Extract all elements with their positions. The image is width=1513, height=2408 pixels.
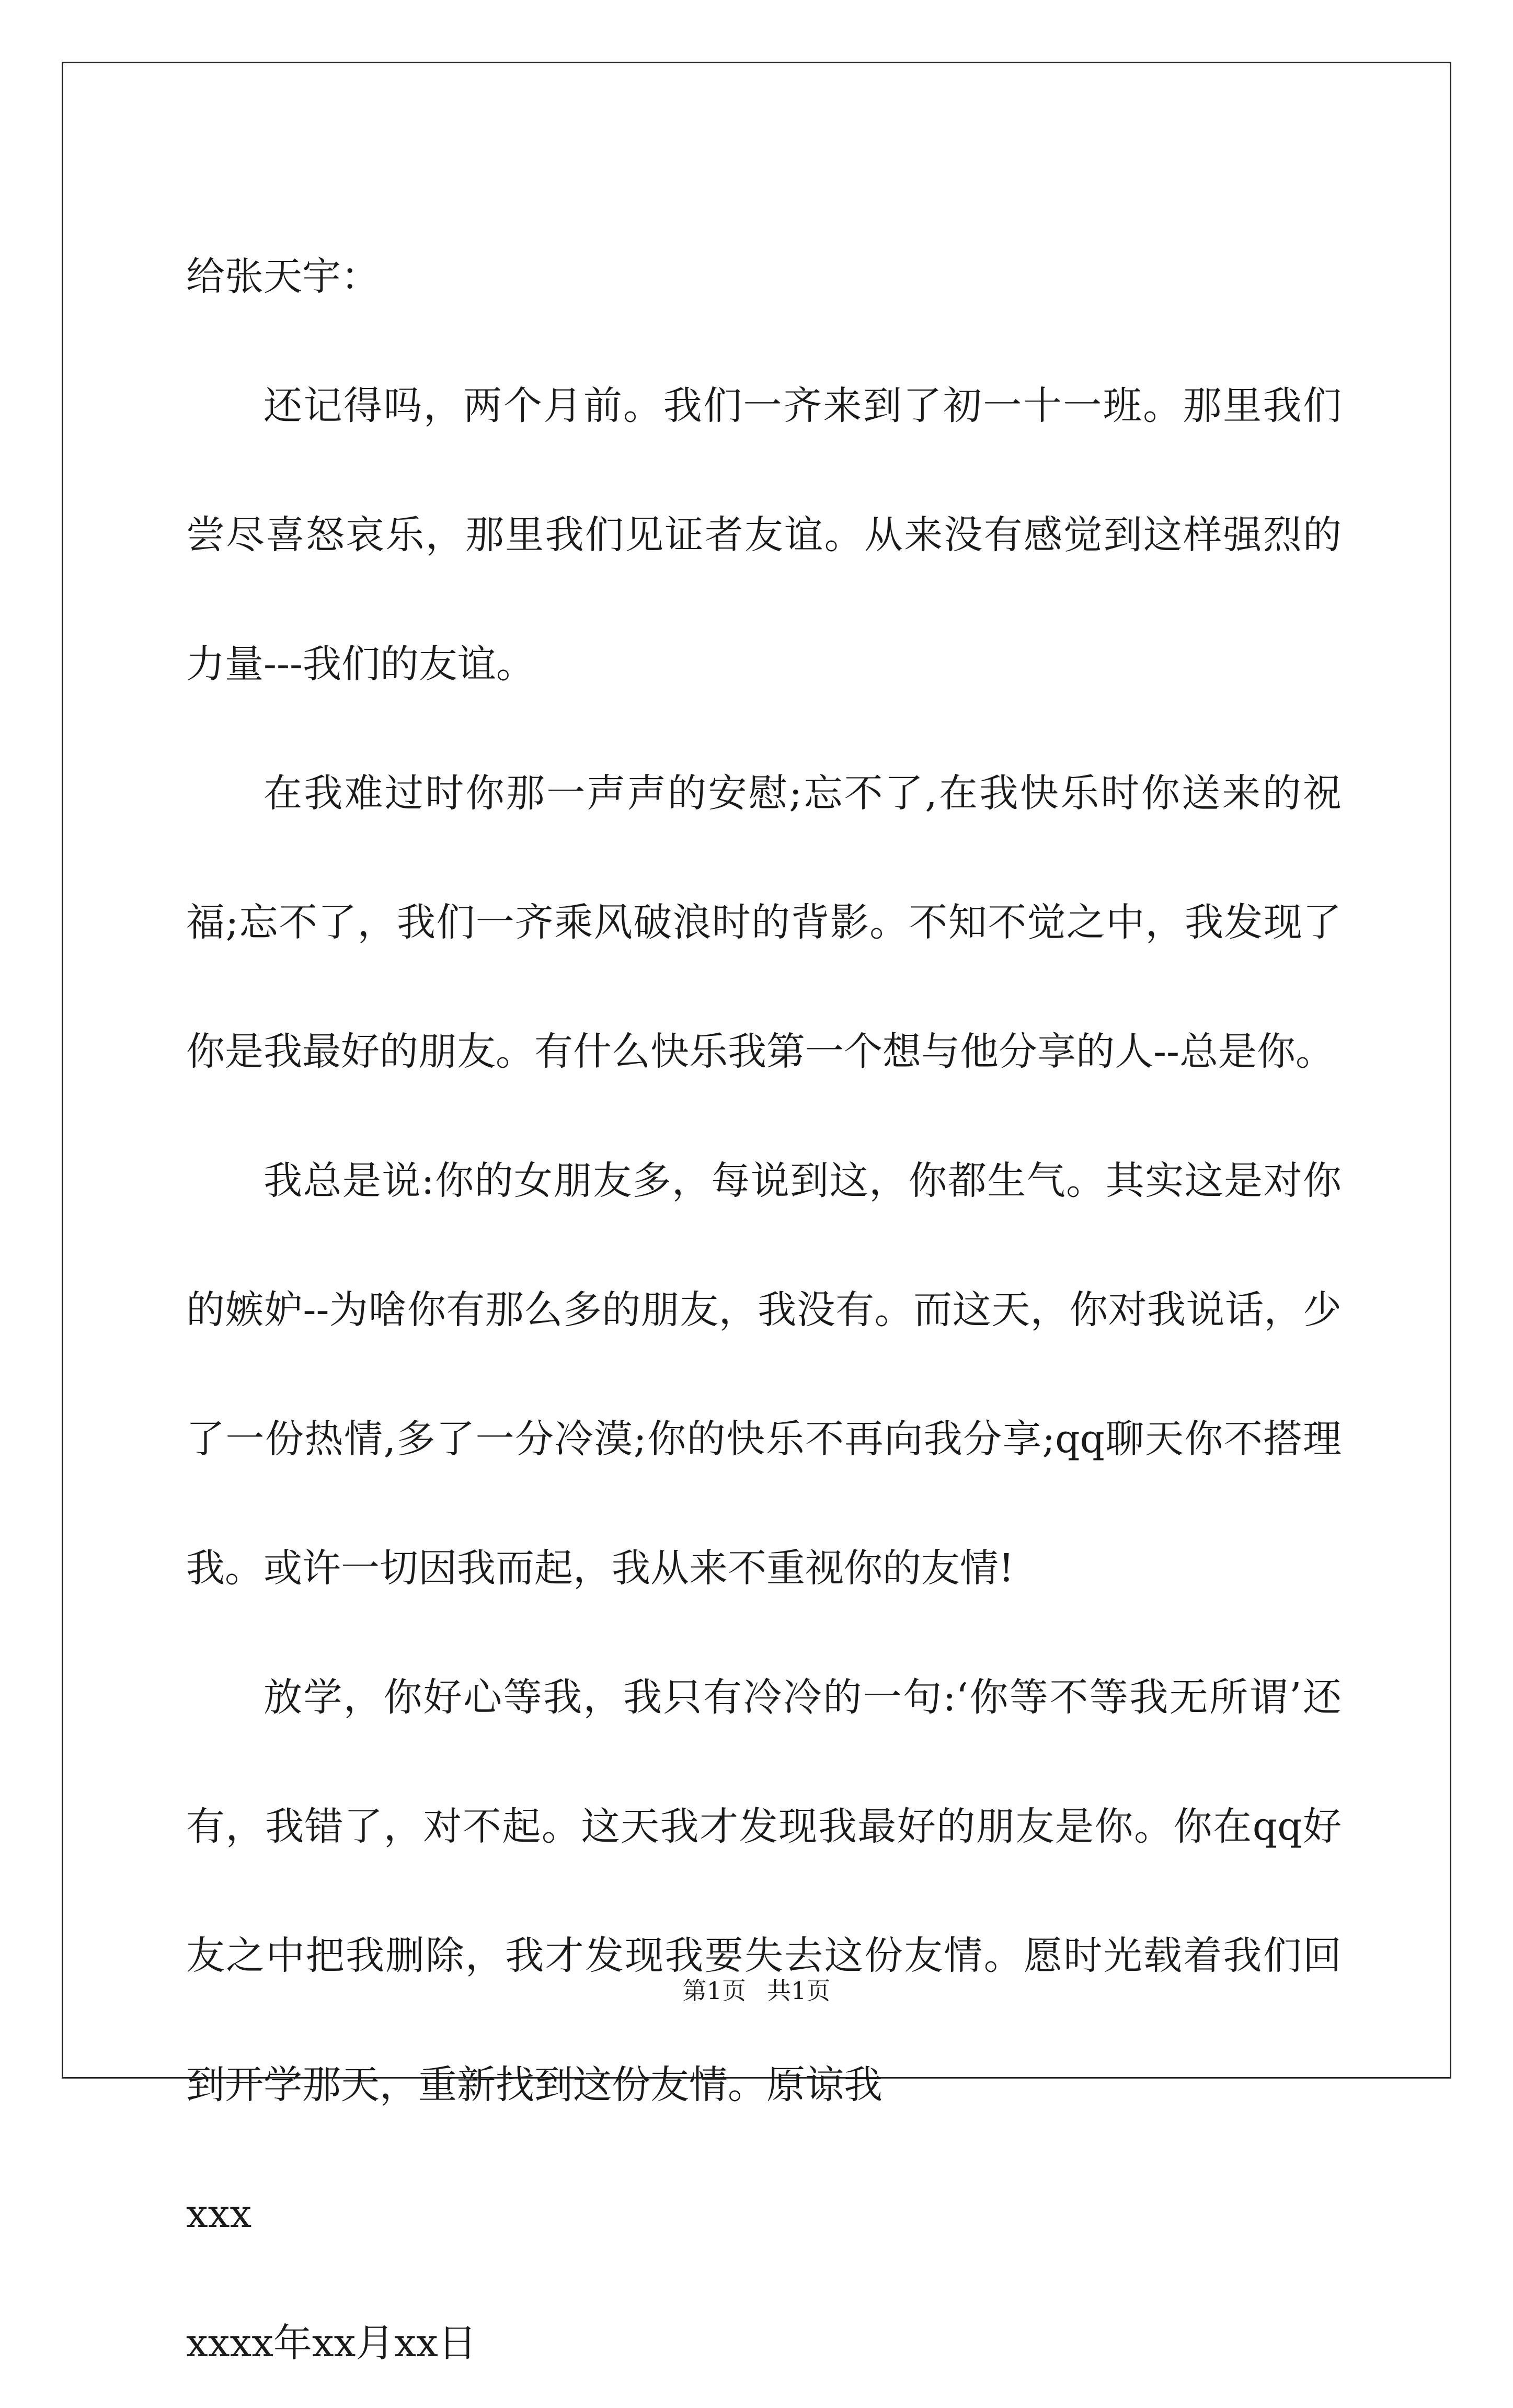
letter-body [186,212,1342,2408]
page-number: 第1页 [682,1977,746,2005]
page-count: 共1页 [767,1977,831,2005]
page-footer [63,1972,1450,2006]
letter-paragraph: 在我难过时你那一声声的安慰;忘不了,在我快乐时你送来的祝福;忘不了，我们一齐乘风破浪时的背影。不知不觉之中，我发现了你是我最好的朋友。有什么快乐我第一个想与他分享的人--总是你。 [186,771,1342,1074]
letter-paragraph: 放学，你好心等我，我只有冷冷的一句:‘你等不等我无所谓’还有，我错了，对不起。这天我才发现我最好的朋友是你。你在qq好友之中把我删除，我才发现我要失去这份友情。愿时光载着我们回到开学那天，重新找到这份友情。原谅我 [186,1675,1342,2107]
letter-signature: xxx [186,2192,252,2236]
letter-paragraph: 我总是说:你的女朋友多，每说到这，你都生气。其实这是对你的嫉妒--为啥你有那么多的朋友，我没有。而这天，你对我说话，少了一份热情,多了一分冷漠;你的快乐不再向我分享;qq聊天你不搭理我。或许一切因我而起，我从来不重视你的友情! [186,1158,1342,1591]
letter-salutation: 给张天宇： [186,254,380,299]
letter-date: xxxx年xx月xx日 [186,2321,477,2366]
document-page [62,62,1451,2366]
letter-paragraph: 还记得吗，两个月前。我们一齐来到了初一十一班。那里我们尝尽喜怒哀乐，那里我们见证者友谊。从来没有感觉到这样强烈的力量---我们的友谊。 [186,383,1342,687]
